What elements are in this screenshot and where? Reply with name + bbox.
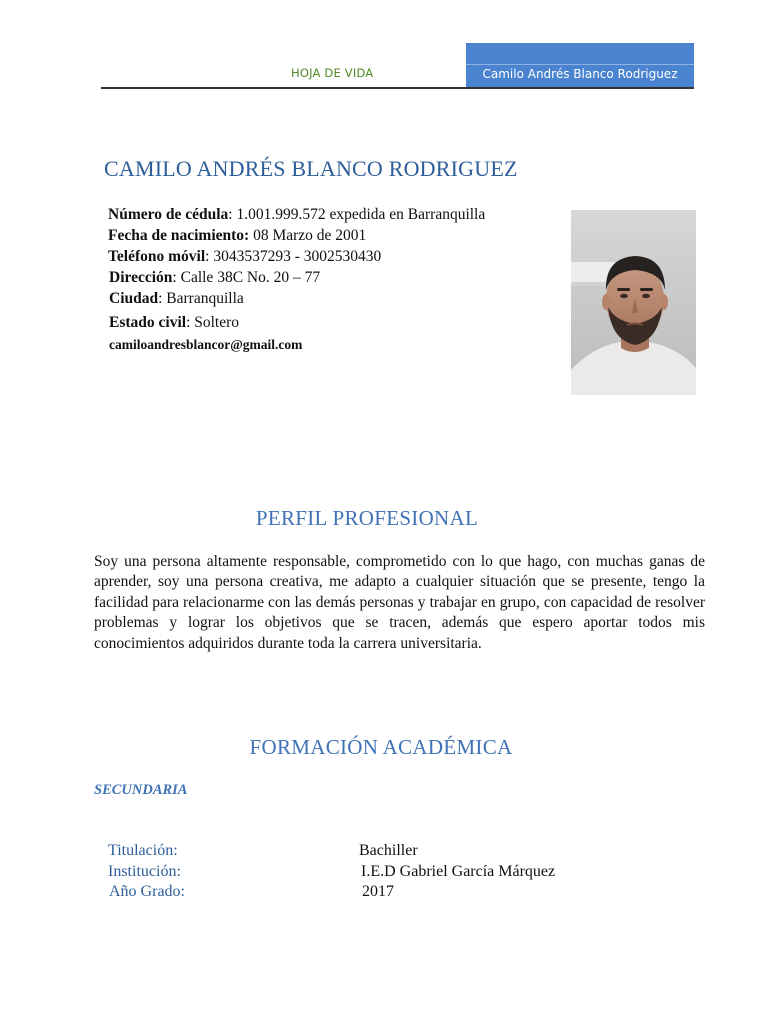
education-row-value: I.E.D Gabriel García Márquez: [361, 863, 556, 880]
info-cedula: [108, 207, 485, 223]
info-cedula-value: : 1.001.999.572 expedida en Barranquilla: [228, 206, 486, 223]
info-phone-label: Teléfono móvil: [108, 248, 206, 265]
info-birth-value: 08 Marzo de 2001: [249, 227, 367, 244]
info-address-label: Dirección: [109, 269, 173, 286]
profile-section-title: PERFIL PROFESIONAL: [255, 506, 479, 530]
info-city: [109, 291, 244, 307]
education-row-label: Año Grado:: [109, 883, 185, 900]
info-city-label: Ciudad: [109, 290, 159, 307]
info-address-value: : Calle 38C No. 20 – 77: [172, 269, 321, 286]
profile-photo-image: [571, 210, 696, 395]
info-civil-value: : Soltero: [186, 314, 240, 331]
info-cedula-label: Número de cédula: [108, 206, 229, 223]
profile-photo: [571, 210, 696, 395]
header-name: Camilo Andrés Blanco Rodriguez: [482, 67, 678, 81]
info-city-value: : Barranquilla: [158, 290, 244, 307]
info-civil-label: Estado civil: [109, 314, 187, 331]
education-level: SECUNDARIA: [94, 782, 188, 798]
header-rule: [101, 87, 694, 89]
info-civil-status: [109, 315, 239, 331]
education-row-label: Institución:: [108, 863, 181, 880]
education-row-label: Titulación:: [108, 842, 178, 859]
info-address: [109, 270, 320, 286]
education-row-value: 2017: [362, 883, 394, 900]
header-box-divider: [466, 64, 694, 65]
header-document-title: HOJA DE VIDA: [291, 66, 374, 80]
info-birth: [108, 228, 366, 244]
education-section-title: FORMACIÓN ACADÉMICA: [249, 735, 513, 759]
candidate-name: CAMILO ANDRÉS BLANCO RODRIGUEZ: [104, 156, 518, 181]
education-row-value: Bachiller: [359, 842, 418, 859]
profile-text: Soy una persona altamente responsable, comprometido con lo que hago, con muchas ganas de aprender, soy una persona creativa, me adapto a cualquier situación que se presente, tengo la facilidad para relacionarme con las demás personas y trabajar en grupo, con capacidad de resolver problemas y lograr los objetivos que se tracen, además que espero aportar todos mis conocimientos adquiridos durante toda la carrera universitaria.: [94, 553, 705, 652]
info-email: camiloandresblancor@gmail.com: [109, 337, 303, 352]
info-phone-value: : 3043537293 - 3002530430: [205, 248, 382, 265]
info-birth-label: Fecha de nacimiento:: [108, 227, 250, 244]
info-phone: [108, 249, 381, 265]
